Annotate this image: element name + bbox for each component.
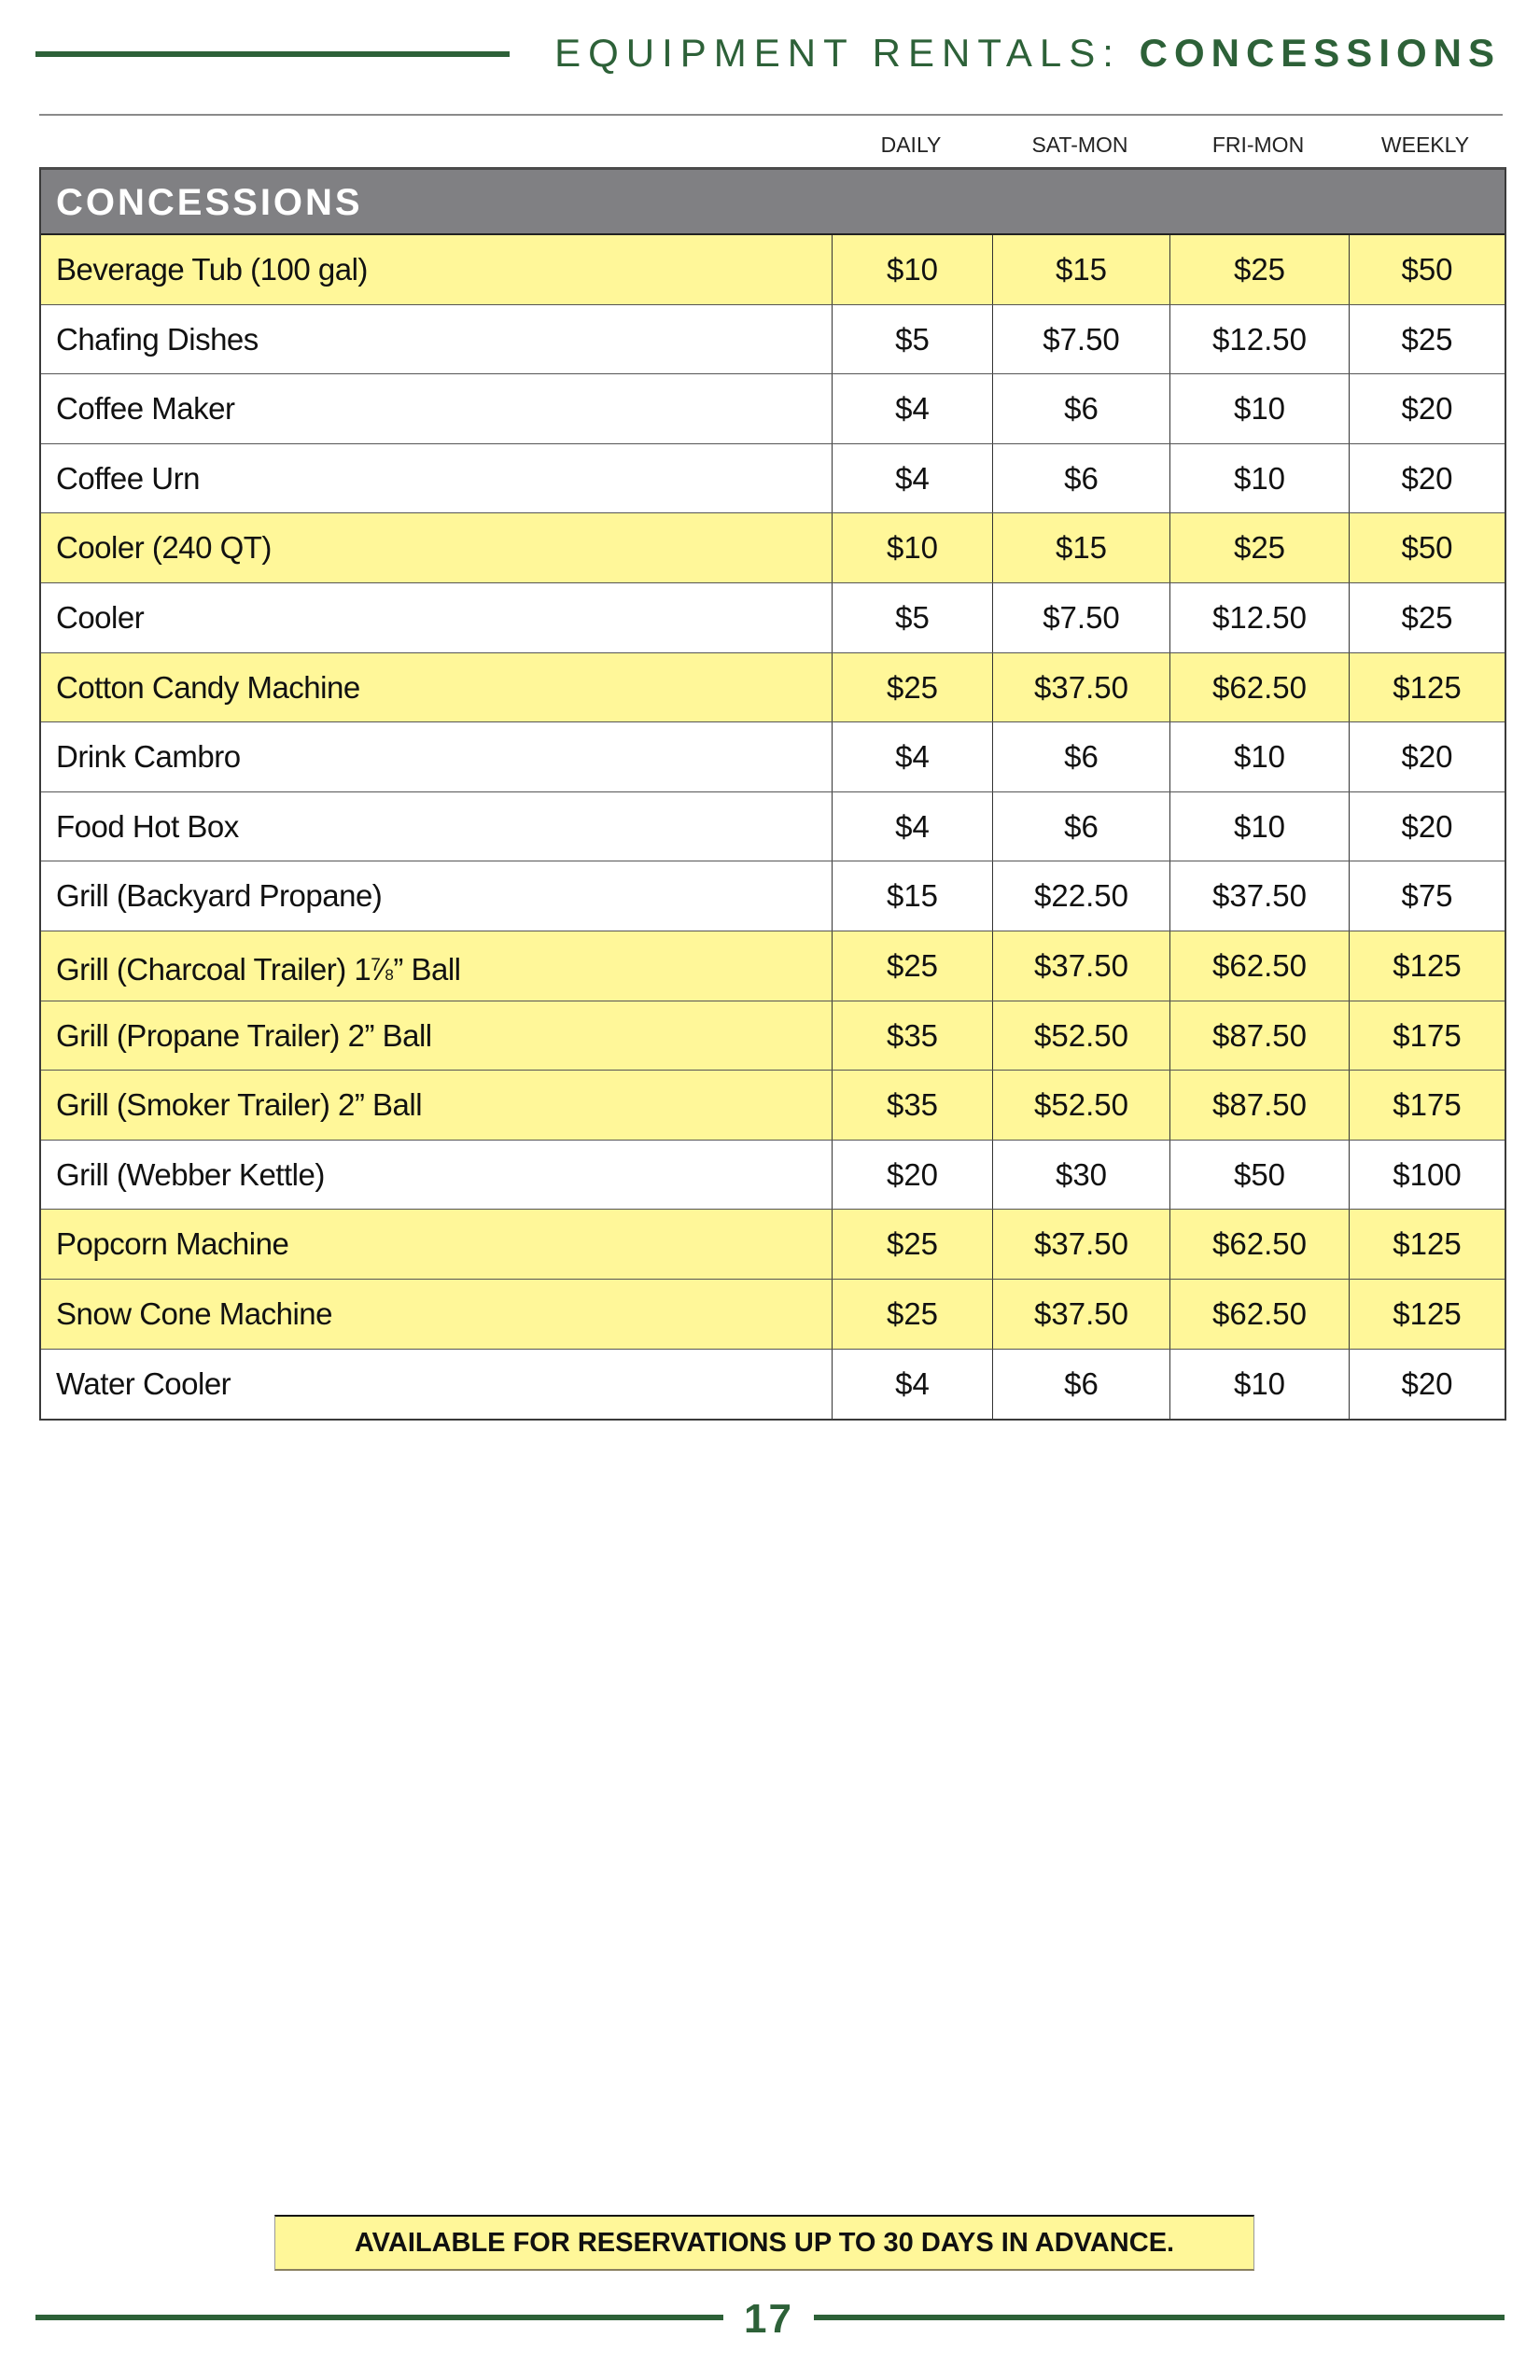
price-weekly: $20 xyxy=(1401,808,1453,844)
price-sat-mon: $6 xyxy=(993,722,1170,791)
price-daily: $25 xyxy=(833,1210,993,1279)
table-row xyxy=(41,1001,1505,1071)
price-fri-mon: $62.50 xyxy=(1170,653,1350,722)
price-daily: $4 xyxy=(833,444,993,513)
column-header-sat-mon: SAT-MON xyxy=(1031,133,1128,157)
price-weekly: $125 xyxy=(1393,1226,1462,1262)
price-fri-mon: $87.50 xyxy=(1170,1001,1350,1071)
price-sat-mon: $37.50 xyxy=(993,931,1170,1001)
fraction-numerator: 7 xyxy=(371,955,381,975)
price-fri-mon: $25 xyxy=(1170,235,1350,304)
page-title-category: CONCESSIONS xyxy=(1139,31,1501,75)
page-number: 17 xyxy=(744,2296,793,2342)
price-weekly: $125 xyxy=(1393,947,1462,983)
column-header-daily: DAILY xyxy=(880,133,942,157)
table-row xyxy=(41,583,1505,653)
table-row xyxy=(41,1280,1505,1350)
column-headers xyxy=(831,131,1503,159)
price-daily: $4 xyxy=(833,1350,993,1420)
item-name: Water Cooler xyxy=(41,1350,833,1420)
price-daily: $25 xyxy=(833,931,993,1001)
page-title xyxy=(554,31,1501,75)
item-name xyxy=(41,931,833,1001)
price-weekly: $20 xyxy=(1401,391,1453,427)
item-name: Chafing Dishes xyxy=(41,305,833,374)
price-weekly: $25 xyxy=(1401,321,1453,357)
price-sat-mon: $22.50 xyxy=(993,861,1170,931)
price-sat-mon: $15 xyxy=(993,235,1170,304)
item-name: Grill (Smoker Trailer) 2” Ball xyxy=(41,1071,833,1140)
price-fri-mon: $62.50 xyxy=(1170,1210,1350,1279)
price-sat-mon: $7.50 xyxy=(993,583,1170,652)
price-sat-mon: $15 xyxy=(993,513,1170,582)
price-weekly: $25 xyxy=(1401,599,1453,635)
item-name: Grill (Backyard Propane) xyxy=(41,861,833,931)
table-body xyxy=(41,235,1505,1419)
item-name: Drink Cambro xyxy=(41,722,833,791)
price-weekly: $175 xyxy=(1393,1017,1462,1053)
price-fri-mon: $10 xyxy=(1170,374,1350,443)
price-daily: $10 xyxy=(833,513,993,582)
price-sat-mon: $6 xyxy=(993,444,1170,513)
price-sat-mon: $6 xyxy=(993,792,1170,861)
price-fri-mon: $62.50 xyxy=(1170,1280,1350,1349)
table-row xyxy=(41,1071,1505,1141)
item-name: Grill (Webber Kettle) xyxy=(41,1141,833,1210)
price-daily: $5 xyxy=(833,305,993,374)
price-sat-mon: $52.50 xyxy=(993,1001,1170,1071)
table-row xyxy=(41,444,1505,514)
price-daily: $5 xyxy=(833,583,993,652)
section-title: CONCESSIONS xyxy=(41,170,1505,235)
item-name: Cooler xyxy=(41,583,833,652)
table-row xyxy=(41,305,1505,375)
page-title-prefix: EQUIPMENT RENTALS: xyxy=(554,31,1140,75)
item-name: Cotton Candy Machine xyxy=(41,653,833,722)
table-row xyxy=(41,513,1505,583)
price-daily: $15 xyxy=(833,861,993,931)
price-daily: $35 xyxy=(833,1001,993,1071)
price-fri-mon: $87.50 xyxy=(1170,1071,1350,1140)
price-sat-mon: $37.50 xyxy=(993,1280,1170,1349)
price-sat-mon: $30 xyxy=(993,1141,1170,1210)
price-fri-mon: $37.50 xyxy=(1170,861,1350,931)
table-row xyxy=(41,1210,1505,1280)
price-sat-mon: $52.50 xyxy=(993,1071,1170,1140)
price-weekly: $20 xyxy=(1401,460,1453,496)
fraction-slash: ⁄ xyxy=(380,951,385,987)
price-daily: $10 xyxy=(833,235,993,304)
item-name: Grill (Propane Trailer) 2” Ball xyxy=(41,1001,833,1071)
item-name: Coffee Urn xyxy=(41,444,833,513)
footer-rule-right xyxy=(814,2315,1505,2320)
price-fri-mon: $10 xyxy=(1170,792,1350,861)
price-weekly: $50 xyxy=(1401,530,1453,566)
footer-rule-left xyxy=(35,2315,723,2320)
reservation-notice: AVAILABLE FOR RESERVATIONS UP TO 30 DAYS IN ADVANCE. xyxy=(274,2215,1254,2271)
item-name: Coffee Maker xyxy=(41,374,833,443)
price-sat-mon: $37.50 xyxy=(993,653,1170,722)
price-daily: $4 xyxy=(833,374,993,443)
price-weekly: $50 xyxy=(1401,252,1453,287)
price-daily: $35 xyxy=(833,1071,993,1140)
price-fri-mon: $12.50 xyxy=(1170,583,1350,652)
price-sat-mon: $7.50 xyxy=(993,305,1170,374)
price-fri-mon: $10 xyxy=(1170,1350,1350,1420)
table-row xyxy=(41,722,1505,792)
price-fri-mon: $50 xyxy=(1170,1141,1350,1210)
divider xyxy=(39,114,1503,116)
fraction-denominator: 8 xyxy=(385,965,394,984)
item-name: Cooler (240 QT) xyxy=(41,513,833,582)
price-weekly: $125 xyxy=(1393,1295,1462,1331)
price-daily: $4 xyxy=(833,792,993,861)
price-table xyxy=(39,167,1506,1421)
item-name-main: Grill (Charcoal Trailer) 1 xyxy=(56,951,371,987)
column-header-fri-mon: FRI-MON xyxy=(1211,133,1305,157)
price-weekly: $175 xyxy=(1393,1087,1462,1123)
price-fri-mon: $10 xyxy=(1170,722,1350,791)
price-weekly: $125 xyxy=(1393,669,1462,705)
price-daily: $25 xyxy=(833,653,993,722)
header-rule xyxy=(35,51,510,57)
table-row xyxy=(41,653,1505,723)
item-name: Snow Cone Machine xyxy=(41,1280,833,1349)
price-daily: $25 xyxy=(833,1280,993,1349)
price-fri-mon: $25 xyxy=(1170,513,1350,582)
price-weekly: $100 xyxy=(1393,1156,1462,1192)
table-row xyxy=(41,1141,1505,1211)
item-name-tail: ” Ball xyxy=(393,951,461,987)
price-sat-mon: $6 xyxy=(993,374,1170,443)
item-name: Beverage Tub (100 gal) xyxy=(41,235,833,304)
price-weekly: $20 xyxy=(1401,1365,1453,1401)
price-daily: $4 xyxy=(833,722,993,791)
item-name: Food Hot Box xyxy=(41,792,833,861)
price-weekly: $75 xyxy=(1401,878,1453,914)
table-row xyxy=(41,931,1505,1001)
price-sat-mon: $6 xyxy=(993,1350,1170,1420)
item-name: Popcorn Machine xyxy=(41,1210,833,1279)
price-fri-mon: $10 xyxy=(1170,444,1350,513)
table-row xyxy=(41,374,1505,444)
price-sat-mon: $37.50 xyxy=(993,1210,1170,1279)
price-fri-mon: $62.50 xyxy=(1170,931,1350,1001)
table-row xyxy=(41,1350,1505,1420)
table-row xyxy=(41,792,1505,862)
column-header-weekly: WEEKLY xyxy=(1380,133,1470,157)
price-daily: $20 xyxy=(833,1141,993,1210)
table-row xyxy=(41,235,1505,305)
table-row xyxy=(41,861,1505,931)
price-fri-mon: $12.50 xyxy=(1170,305,1350,374)
price-weekly: $20 xyxy=(1401,739,1453,775)
